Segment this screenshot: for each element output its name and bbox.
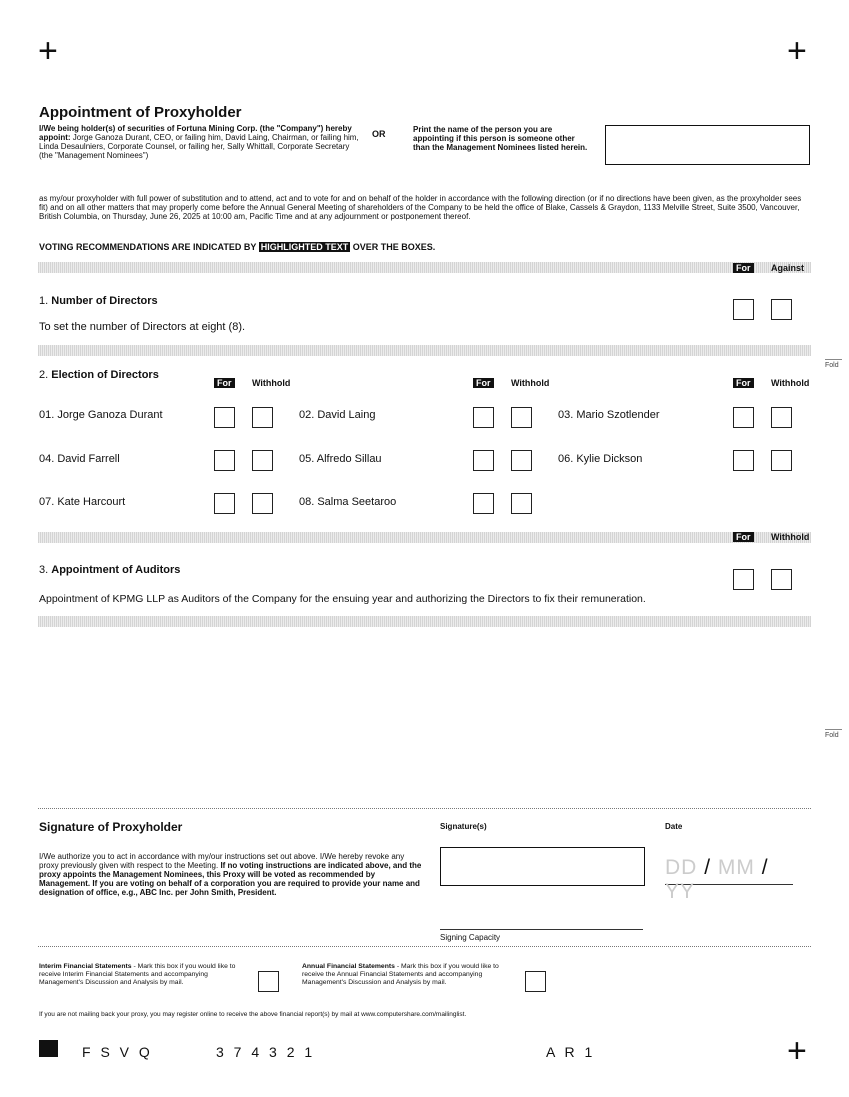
director-name: 07. Kate Harcourt xyxy=(39,496,126,508)
item1-for-checkbox[interactable] xyxy=(733,299,754,320)
col3-withhold-header: Withhold xyxy=(771,378,810,388)
director-07-withhold-checkbox[interactable] xyxy=(252,493,273,514)
fold-mark: Fold xyxy=(825,732,839,739)
date-mm: MM xyxy=(717,856,755,879)
director-02-withhold-checkbox[interactable] xyxy=(511,407,532,428)
director-name: 03. Mario Szotlender xyxy=(558,409,660,421)
divider-shade xyxy=(38,616,811,627)
interim-statements-text: Interim Financial Statements - Mark this box if you would like to receive Interim Financial Statements and accompanying Management's Discussion and Analysis by mail. xyxy=(39,963,236,986)
rec-before: VOTING RECOMMENDATIONS ARE INDICATED BY xyxy=(39,242,257,252)
date-slash: / xyxy=(704,856,712,879)
date-yy: YY xyxy=(665,880,696,903)
col2-withhold-header: Withhold xyxy=(511,378,550,388)
item1-heading: 1. Number of Directors xyxy=(39,295,158,307)
appoint-text xyxy=(39,124,359,160)
director-name: 02. David Laing xyxy=(299,409,376,421)
fold-mark: Fold xyxy=(825,362,839,369)
director-05-for-checkbox[interactable] xyxy=(473,450,494,471)
proxy-title: Appointment of Proxyholder xyxy=(39,104,242,121)
item3-heading: 3. Appointment of Auditors xyxy=(39,564,181,576)
date-slash: / xyxy=(761,856,769,879)
item1-against-checkbox[interactable] xyxy=(771,299,792,320)
against-column-header: Against xyxy=(771,263,805,273)
proxyholder-name-field[interactable] xyxy=(605,125,810,165)
director-06-withhold-checkbox[interactable] xyxy=(771,450,792,471)
item1-description: To set the number of Directors at eight (8). xyxy=(39,321,246,333)
signature-top-rule xyxy=(38,808,811,809)
divider-shade xyxy=(38,532,811,543)
registration-mark-bottom-right: + xyxy=(787,1032,807,1070)
signatures-label: Signature(s) xyxy=(440,822,487,831)
signature-text-plain: I/We authorize you to act in accordance with my/our instructions set out above. I/We hereby revoke any proxy previously given with respect to the Meeting. xyxy=(39,852,405,870)
voting-recommendation-note xyxy=(39,242,435,252)
director-03-withhold-checkbox[interactable] xyxy=(771,407,792,428)
col1-for-header: For xyxy=(214,378,235,388)
director-02-for-checkbox[interactable] xyxy=(473,407,494,428)
director-01-for-checkbox[interactable] xyxy=(214,407,235,428)
appoint-text-nominees: Jorge Ganoza Durant, CEO, or failing him, David Laing, Chairman, or failing him, Linda Desaulniers, Corporate Counsel, or failing her, Sally Whittall, Corporate Secretary (the "Management Nominees") xyxy=(39,133,359,160)
interim-statements-checkbox[interactable] xyxy=(258,971,279,992)
item3-withhold-header: Withhold xyxy=(771,532,810,542)
item3-description: Appointment of KPMG LLP as Auditors of the Company for the ensuing year and authorizing the Directors to fix their remuneration. xyxy=(39,593,646,605)
director-07-for-checkbox[interactable] xyxy=(214,493,235,514)
signature-title: Signature of Proxyholder xyxy=(39,820,183,834)
director-name: 01. Jorge Ganoza Durant xyxy=(39,409,163,421)
signing-capacity-label: Signing Capacity xyxy=(440,933,501,942)
date-dd: DD xyxy=(665,856,698,879)
print-name-label: Print the name of the person you are appointing if this person is someone other than the Management Nominees listed herein. xyxy=(413,125,588,152)
rec-highlight: HIGHLIGHTED TEXT xyxy=(260,242,349,252)
annual-statements-text: Annual Financial Statements - Mark this box if you would like to receive the Annual Financial Statements and accompanying Management's Discussion and Analysis by mail. xyxy=(302,963,499,986)
col1-withhold-header: Withhold xyxy=(252,378,291,388)
footer-black-square xyxy=(39,1040,58,1057)
director-06-for-checkbox[interactable] xyxy=(733,450,754,471)
director-08-withhold-checkbox[interactable] xyxy=(511,493,532,514)
annual-statements-checkbox[interactable] xyxy=(525,971,546,992)
director-05-withhold-checkbox[interactable] xyxy=(511,450,532,471)
director-name: 06. Kylie Dickson xyxy=(558,453,643,465)
director-03-for-checkbox[interactable] xyxy=(733,407,754,428)
divider-shade xyxy=(38,262,811,273)
director-01-withhold-checkbox[interactable] xyxy=(252,407,273,428)
director-08-for-checkbox[interactable] xyxy=(473,493,494,514)
registration-mark-top-right: + xyxy=(787,32,807,70)
date-field[interactable] xyxy=(665,856,793,903)
signing-capacity-field[interactable] xyxy=(440,929,643,930)
item3-withhold-checkbox[interactable] xyxy=(771,569,792,590)
footer-code-fsvq: F S V Q xyxy=(82,1044,153,1060)
director-04-for-checkbox[interactable] xyxy=(214,450,235,471)
date-label: Date xyxy=(665,822,683,831)
or-label: OR xyxy=(372,129,386,139)
appoint-text-bold: I/We being holder(s) of securities of Fortuna Mining Corp. (the "Company") hereby appoint: xyxy=(39,124,352,142)
signature-text xyxy=(39,852,424,897)
registration-mark-top-left: + xyxy=(38,32,58,70)
footer-code-number: 3 7 4 3 2 1 xyxy=(216,1044,316,1060)
item3-for-header: For xyxy=(733,532,754,542)
col2-for-header: For xyxy=(473,378,494,388)
for-column-header: For xyxy=(733,263,754,273)
item2-heading: 2. Election of Directors xyxy=(39,369,159,381)
signature-field[interactable] xyxy=(440,847,645,886)
mailing-list-note: If you are not mailing back your proxy, you may register online to receive the above financial report(s) by mail at www.computershare.com/mailinglist. xyxy=(39,1011,467,1018)
director-04-withhold-checkbox[interactable] xyxy=(252,450,273,471)
signature-bottom-rule xyxy=(38,946,811,947)
rec-after: OVER THE BOXES. xyxy=(352,242,436,252)
signature-text-bold: If no voting instructions are indicated above, and the proxy appoints the Management Nominees, this Proxy will be voted as recommended by Management. If you are voting on behalf of a corporation you are required to provide your name and designation of office, e.g., ABC Inc. per John Smith, President. xyxy=(39,861,422,897)
footer-code-ar1: A R 1 xyxy=(546,1044,596,1060)
divider-shade xyxy=(38,345,811,356)
director-name: 05. Alfredo Sillau xyxy=(299,453,382,465)
item3-for-checkbox[interactable] xyxy=(733,569,754,590)
director-name: 08. Salma Seetaroo xyxy=(299,496,397,508)
director-name: 04. David Farrell xyxy=(39,453,120,465)
proxy-body-text: as my/our proxyholder with full power of substitution and to attend, act and to vote for and on behalf of the holder in accordance with the following direction (or if no directions have been given, as the proxyholder sees fit) and on all other matters that may properly come before the Annual General Meeting of shareholders of the Company to be held the office of Blake, Cassels & Graydon, 1133 Melville Street, Suite 3500, Vancouver, British Columbia, on Thursday, June 26, 2025 at 10:00 am, Pacific Time and at any adjournment or postponement thereof. xyxy=(39,194,802,221)
col3-for-header: For xyxy=(733,378,754,388)
